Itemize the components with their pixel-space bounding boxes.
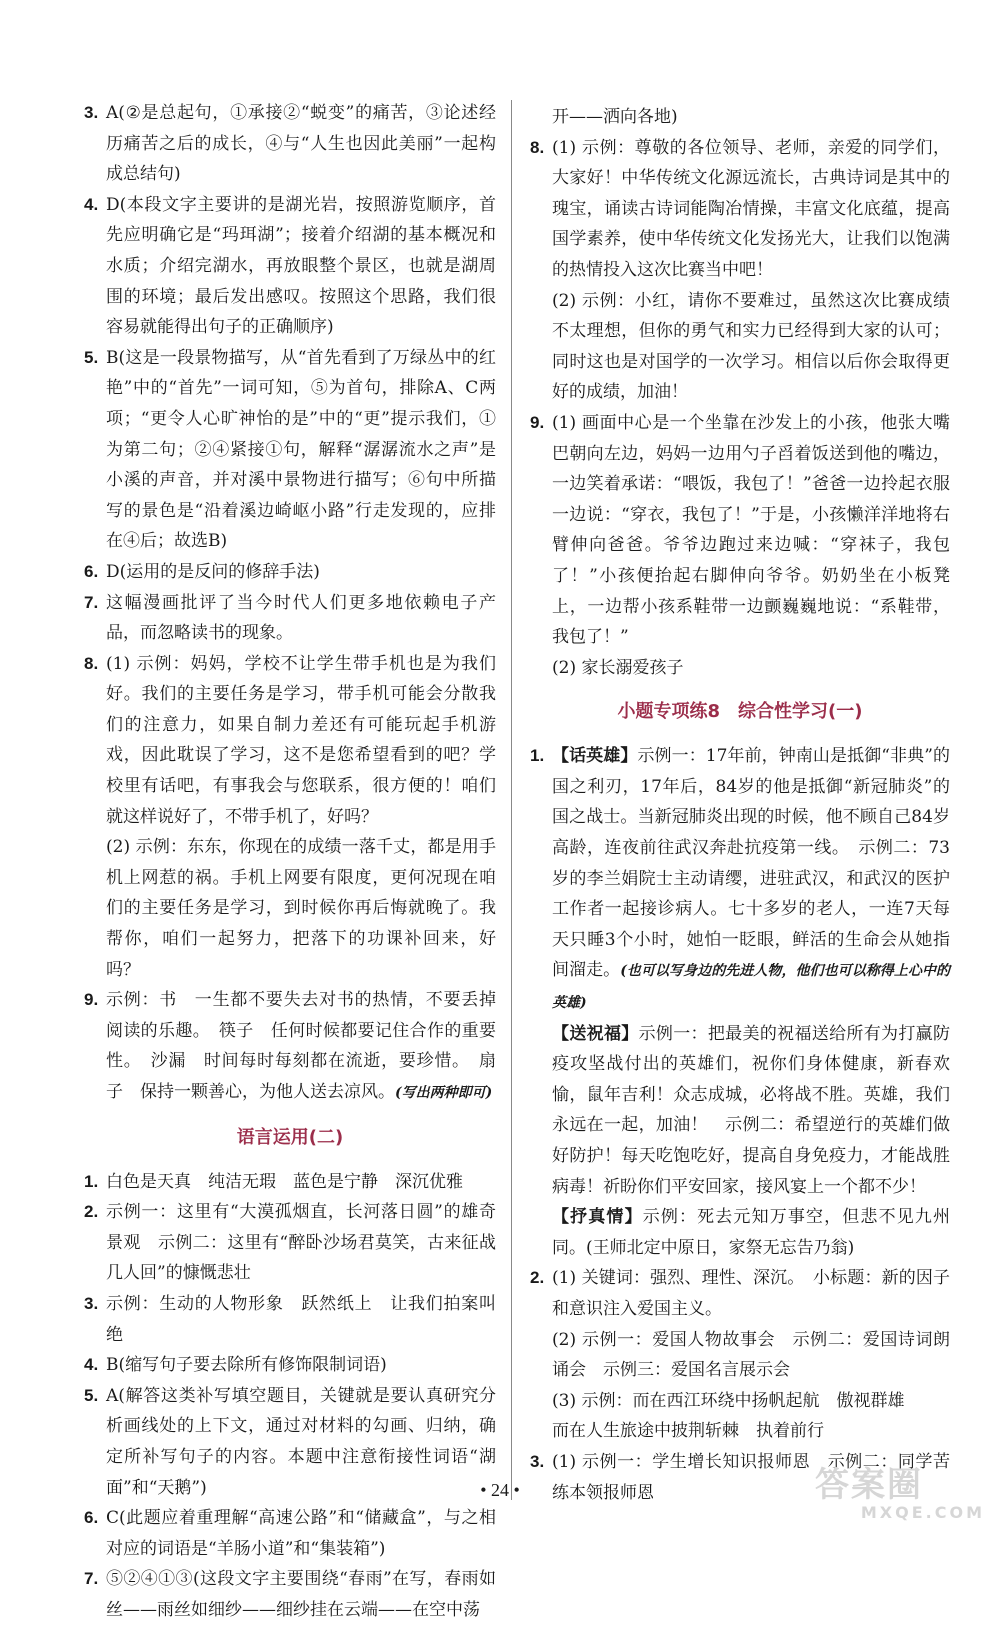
watermark-top: 答案圈 [815, 1465, 923, 1505]
answer-item [84, 985, 496, 1108]
item-tag: 【话英雄】 [552, 746, 638, 767]
answer-item [84, 1289, 496, 1350]
answer-item [84, 588, 496, 649]
item-text: 白色是天真 纯洁无瑕 蓝色是宁静 深沉优雅 [106, 1171, 463, 1192]
item-text: B(这是一段景物描写，从“首先看到了万绿丛中的红艳”中的“首先”一词可知，⑤为首句，排除A、C两项；“更令人心旷神怡的是”中的“更”提示我们，①为第二句；②④紧接①句，解释“潺潺流水之声”是小溪的声音，并对溪中景物进行描写；⑥句中所描写的景色是“沿着溪边崎岖小路”行走发现的，应排在④后；故选B) [106, 347, 496, 552]
answer-item [84, 190, 496, 343]
item-tag: 【送祝福】 [552, 1023, 639, 1044]
left-column [84, 98, 496, 1626]
item-text: 示例一：17年前，钟南山是抵御“非典”的国之利刃，17年后，84岁的他是抵御“新冠肺炎”的国之战士。当新冠肺炎出现的时候，他不顾自己84岁高龄，连夜前往武汉奔赴抗疫第一线。 示例二：73岁的李兰娟院士主动请缨，进驻武汉，和武汉的医护工作者一起接诊病人。七十多岁的老人，一连7天每天只睡3个小时，她怕一眨眼，鲜活的生命会从她指间溜走。 [552, 746, 951, 981]
item-subanswer: (2) 示例一：爱国人物故事会 示例二：爱国诗词朗诵会 示例三：爱国名言展示会 [552, 1329, 950, 1381]
column-divider [511, 100, 512, 1500]
item-number: 7. [84, 1569, 99, 1589]
item-text: ⑤②④①③(这段文字主要围绕“春雨”在写，春雨如丝——雨丝如细纱——细纱挂在云端——在空中荡 [106, 1569, 496, 1620]
item-text: 示例：死去元知万事空，但悲不见九州同。(王师北定中原日，家祭无忘告乃翁) [552, 1207, 951, 1258]
item-number: 5. [84, 1385, 99, 1405]
item-text: 开——洒向各地) [552, 107, 678, 127]
item-text: 示例一：这里有“大漠孤烟直，长河落日圆”的雄奇景观 示例二：这里有“醉卧沙场君莫笑，古来征战几人回”的慷慨悲壮 [106, 1202, 496, 1284]
item-number: 4. [84, 194, 99, 214]
item-number: 5. [84, 347, 99, 367]
item-number: 4. [84, 1355, 99, 1375]
item-text: D(运用的是反问的修辞手法) [106, 561, 320, 582]
item-note: (写出两种即可) [395, 1085, 493, 1101]
answer-item [530, 741, 950, 1263]
item-number: 1. [530, 746, 545, 766]
watermark-logo [815, 1465, 985, 1520]
item-number: 1. [84, 1171, 99, 1191]
item-number: 2. [530, 1268, 545, 1288]
item-number: 3. [530, 1451, 545, 1471]
item-text: 示例：书 一生都不要失去对书的热情，不要丢掉阅读的乐趣。 筷子 任何时候都要记住合作的重要性。 沙漏 时间每时每刻都在流逝，要珍惜。 扇子 保持一颗善心，为他人送去凉风。 [106, 990, 496, 1102]
item-subanswer: (1) 示例：尊敬的各位领导、老师，亲爱的同学们，大家好！中华传统文化源远流长，古典诗词是其中的瑰宝，诵读古诗词能陶冶情操，丰富文化底蕴，提高国学素养，使中华传统文化发扬光大，让我们以饱满的热情投入这次比赛当中吧！ [552, 137, 950, 280]
item-number: 2. [84, 1202, 99, 1222]
item-note: (也可以写身边的先进人物，他们也可以称得上心中的英雄) [552, 963, 951, 1012]
item-number: 9. [84, 990, 99, 1010]
right-column [530, 102, 950, 1508]
item-subanswer: (1) 示例：妈妈，学校不让学生带手机也是为我们好。我们的主要任务是学习，带手机可能会分散我们的注意力，如果自制力差还有可能玩起手机游戏，因此耽误了学习，这不是您希望看到的吧？学校里有话吧，有事我会与您联系，很方便的！咱们就这样说好了，不带手机了，好吗？ [106, 653, 496, 827]
item-number: 3. [84, 103, 99, 122]
item-subanswer: (2) 示例：东东，你现在的成绩一落千丈，都是用手机上网惹的祸。手机上网要有限度，更何况现在咱们的主要任务是学习，到时候你再后悔就晚了。我帮你，咱们一起努力，把落下的功课补回来，好吗？ [106, 837, 496, 980]
answer-item [530, 408, 950, 683]
item-number: 9. [530, 412, 545, 432]
item-text: (1) 示例一：学生增长知识报师恩 示例二：同学苦练本领报师恩 [552, 1451, 950, 1503]
answer-item [84, 98, 496, 190]
answer-item [84, 1167, 496, 1198]
item-number: 6. [84, 1508, 99, 1528]
answer-item [84, 1564, 496, 1625]
item-text: A(解答这类补写填空题目，关键就是要认真研究分析画线处的上下文，通过对材料的勾画、归纳，确定所补写句子的内容。本题中注意衔接性词语“湖面”和“天鹅”) [106, 1385, 496, 1498]
item-text: 示例：生动的人物形象 跃然纸上 让我们拍案叫绝 [106, 1293, 496, 1345]
answer-item [530, 1263, 950, 1447]
item-subanswer: (3) 示例：而在西江环绕中扬帆起航 傲视群雄 [552, 1390, 905, 1411]
item-subanswer: (2) 家长溺爱孩子 [552, 657, 684, 678]
item-subanswer: (1) 关键词：强烈、理性、深沉。 小标题：新的因子和意识注入爱国主义。 [552, 1268, 950, 1319]
section-title: 语言运用(二) [236, 1126, 344, 1148]
page-number: • 24 • [480, 1480, 520, 1500]
answer-item [530, 133, 950, 408]
item-text: C(此题应着重理解“高速公路”和“储藏盒”，与之相对应的词语是“羊肠小道”和“集装箱”) [106, 1508, 496, 1559]
item-subanswer: (1) 画面中心是一个坐靠在沙发上的小孩，他张大嘴巴朝向左边，妈妈一边用勺子舀着饭送到他的嘴边，一边笑着承诺：“喂饭，我包了！”爸爸一边拎起衣服一边说：“穿衣，我包了！”于是，小孩懒洋洋地将右臂伸向爸爸。爷爷边跑过来边喊：“穿袜子，我包了！”小孩便抬起右脚伸向爷爷。奶奶坐在小板凳上，一边帮小孩系鞋带一边颤巍巍地说：“系鞋带，我包了！” [552, 412, 950, 648]
answer-item [84, 343, 496, 557]
continuation-text [530, 102, 950, 133]
item-text: 示例一：把最美的祝福送给所有为打赢防疫攻坚战付出的英雄们，祝你们身体健康，新春欢愉，鼠年吉利！众志成城，必将战不胜。英雄，我们永远在一起，加油！ 示例二：希望逆行的英雄们做好防护！每天吃饱吃好，提高自身免疫力，才能战胜病毒！祈盼你们平安回家，接风宴上一个都不少！ [552, 1023, 951, 1197]
answer-item [84, 1503, 496, 1564]
answer-item [84, 1350, 496, 1381]
item-text: A(②是总起句，①承接②“蜕变”的痛苦，③论述经历痛苦之后的成长，④与“人生也因此美丽”一起构成总结句) [106, 103, 496, 185]
item-number: 3. [84, 1293, 99, 1313]
item-number: 8. [530, 137, 545, 157]
item-text: D(本段文字主要讲的是湖光岩，按照游览顺序，首先应明确它是“玛珥湖”；接着介绍湖的基本概况和水质；介绍完湖水，再放眼整个景区，也就是湖周围的环境；最后发出感叹。按照这个思路，我们很容易就能得出句子的正确顺序) [106, 194, 496, 338]
item-subanswer: (2) 示例：小红，请你不要难过，虽然这次比赛成绩不太理想，但你的勇气和实力已经得到大家的认可；同时这也是对国学的一次学习。相信以后你会取得更好的成绩，加油！ [552, 290, 950, 403]
item-text: B(缩写句子要去除所有修饰限制词语) [106, 1355, 387, 1376]
answer-item [84, 557, 496, 588]
item-number: 8. [84, 653, 99, 673]
item-number: 7. [84, 592, 99, 612]
item-tag: 【抒真情】 [552, 1207, 643, 1228]
section-title: 小题专项练8 综合性学习(一) [617, 701, 863, 723]
answer-item [84, 649, 496, 986]
item-text: 这幅漫画批评了当今时代人们更多地依赖电子产品，而忽略读书的现象。 [106, 592, 496, 644]
watermark-bottom: MXQE.COM [860, 1503, 985, 1522]
item-subanswer: 而在人生旅途中披荆斩棘 执着前行 [552, 1421, 824, 1442]
item-number: 6. [84, 561, 99, 581]
answer-item [84, 1197, 496, 1289]
